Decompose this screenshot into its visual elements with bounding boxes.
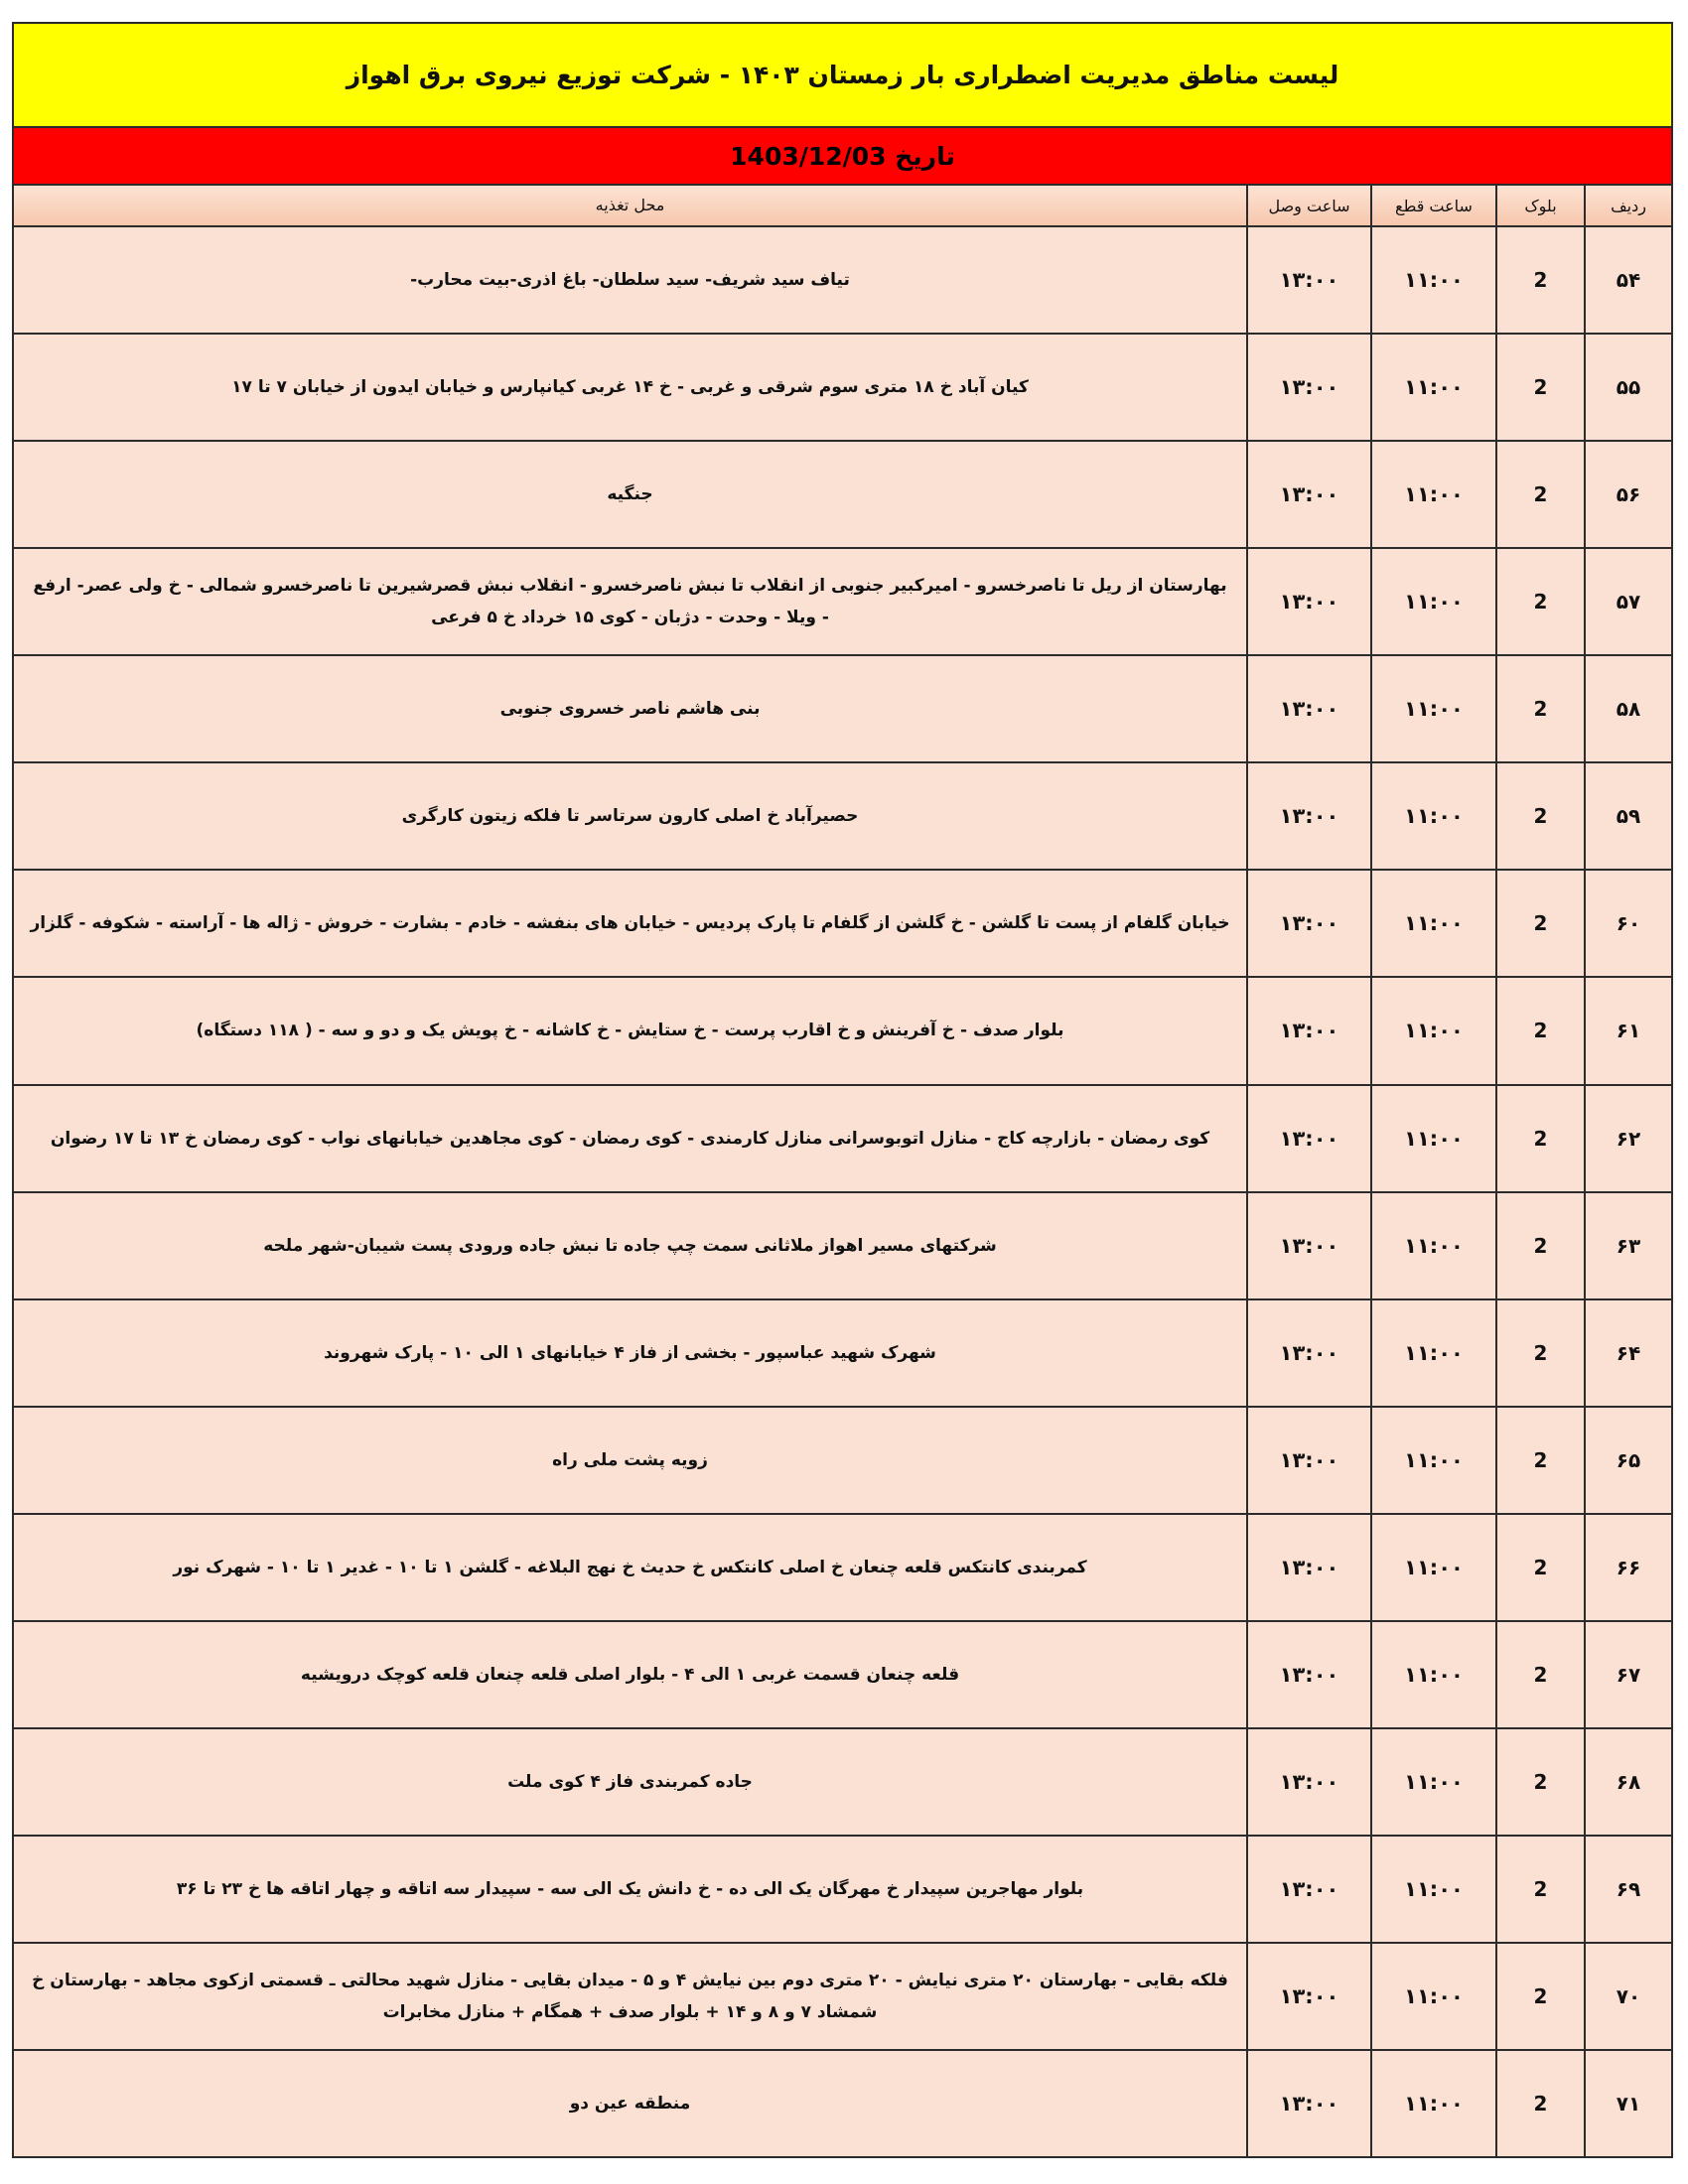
block-cell: 2 [1495, 1837, 1584, 1942]
cut-time-cell: ۱۱:۰۰ [1370, 763, 1495, 869]
location-cell: فلکه بقایی - بهارستان ۲۰ متری نیایش - ۲۰ متری دوم بین نیایش ۴ و ۵ - میدان بقایی - منازل شهید محالتی ـ قسمتی ازکوی مجاهد - بهارستان خ شمشاد ۷ و ۸ و ۱۴ + بلوار صدف + همگام + منازل مخابرات [32, 1971, 1228, 2023]
table-row [14, 1086, 1671, 1193]
location-cell: شهرک شهید عباسپور - بخشی از فاز ۴ خیابانهای ۱ الی ۱۰ - پارک شهروند [324, 1342, 936, 1363]
row-number-cell: ۶۰ [1584, 871, 1671, 976]
row-number-cell: ۶۴ [1584, 1300, 1671, 1406]
connect-time-cell: ۱۳:۰۰ [1246, 1193, 1370, 1298]
connect-time-cell: ۱۳:۰۰ [1246, 442, 1370, 547]
cut-time-cell: ۱۱:۰۰ [1370, 871, 1495, 976]
connect-time-cell: ۱۳:۰۰ [1246, 978, 1370, 1083]
table-body [14, 227, 1671, 2156]
connect-time-cell: ۱۳:۰۰ [1246, 871, 1370, 976]
row-number-cell: ۶۱ [1584, 978, 1671, 1083]
cut-time-cell: ۱۱:۰۰ [1370, 549, 1495, 654]
block-cell: 2 [1495, 549, 1584, 654]
row-number-cell: ۶۹ [1584, 1837, 1671, 1942]
column-header-location: محل تغذیه [595, 196, 665, 214]
table-row [14, 978, 1671, 1085]
block-cell: 2 [1495, 656, 1584, 761]
row-number-cell: ۶۶ [1584, 1515, 1671, 1620]
connect-time-cell: ۱۳:۰۰ [1246, 2051, 1370, 2156]
row-number-cell: ۶۵ [1584, 1408, 1671, 1513]
table-header [14, 186, 1671, 227]
location-cell: حصیرآباد خ اصلی کارون سرتاسر تا فلکه زیتون کارگری [401, 806, 859, 827]
column-header-cut-time: ساعت قطع [1370, 186, 1495, 225]
connect-time-cell: ۱۳:۰۰ [1246, 763, 1370, 869]
row-number-cell: ۶۳ [1584, 1193, 1671, 1298]
location-cell: بهارستان از ریل تا ناصرخسرو - امیرکبیر جنوبی از انقلاب تا نبش ناصرخسرو - انقلاب نبش قصرشیرین تا ناصرخسرو شمالی - خ ولی عصر- ارفع - ویلا - وحدت - دژبان - کوی ۱۵ خرداد خ ۵ فرعی [33, 576, 1227, 628]
block-cell: 2 [1495, 763, 1584, 869]
connect-time-cell: ۱۳:۰۰ [1246, 335, 1370, 440]
block-cell: 2 [1495, 1622, 1584, 1727]
row-number-cell: ۵۷ [1584, 549, 1671, 654]
table-row [14, 1729, 1671, 1837]
column-header-block: بلوک [1495, 186, 1584, 225]
block-cell: 2 [1495, 442, 1584, 547]
row-number-cell: ۵۴ [1584, 227, 1671, 333]
table-row [14, 1944, 1671, 2051]
row-number-cell: ۶۷ [1584, 1622, 1671, 1727]
block-cell: 2 [1495, 1408, 1584, 1513]
cut-time-cell: ۱۱:۰۰ [1370, 1944, 1495, 2049]
location-cell: شرکتهای مسیر اهواز ملاثانی سمت چپ جاده تا نبش جاده ورودی پست شیبان-شهر ملحه [263, 1235, 997, 1256]
location-cell: خیابان گلفام از پست تا گلشن - خ گلشن از گلفام تا پارک پردیس - خیابان های بنفشه - خادم - بشارت - خروش - ژاله ها - آراسته - شکوفه - گلزار [30, 913, 1230, 934]
connect-time-cell: ۱۳:۰۰ [1246, 1086, 1370, 1191]
block-cell: 2 [1495, 335, 1584, 440]
block-cell: 2 [1495, 1300, 1584, 1406]
table-row [14, 763, 1671, 871]
connect-time-cell: ۱۳:۰۰ [1246, 1515, 1370, 1620]
table-row [14, 656, 1671, 763]
location-cell: کوی رمضان - بازارچه کاج - منازل اتوبوسرانی منازل کارمندی - کوی رمضان - کوی مجاهدین خیابانهای نواب - کوی رمضان خ ۱۳ تا ۱۷ رضوان [50, 1128, 1210, 1149]
block-cell: 2 [1495, 1729, 1584, 1835]
column-header-row: ردیف [1584, 186, 1671, 225]
page-title: لیست مناطق مدیریت اضطراری بار زمستان ۱۴۰۳ - شرکت توزیع نیروی برق اهواز [14, 24, 1671, 128]
cut-time-cell: ۱۱:۰۰ [1370, 2051, 1495, 2156]
cut-time-cell: ۱۱:۰۰ [1370, 227, 1495, 333]
cut-time-cell: ۱۱:۰۰ [1370, 442, 1495, 547]
table-row [14, 2051, 1671, 2156]
cut-time-cell: ۱۱:۰۰ [1370, 1622, 1495, 1727]
cut-time-cell: ۱۱:۰۰ [1370, 978, 1495, 1083]
outage-schedule-sheet [12, 22, 1673, 2158]
row-number-cell: ۷۱ [1584, 2051, 1671, 2156]
cut-time-cell: ۱۱:۰۰ [1370, 1515, 1495, 1620]
connect-time-cell: ۱۳:۰۰ [1246, 1300, 1370, 1406]
table-row [14, 549, 1671, 656]
location-cell: کیان آباد خ ۱۸ متری سوم شرقی و غربی - خ ۱۴ غربی کیانپارس و خیابان ایدون از خیابان ۷ تا ۱۷ [231, 377, 1029, 398]
table-row [14, 1193, 1671, 1300]
connect-time-cell: ۱۳:۰۰ [1246, 1622, 1370, 1727]
table-row [14, 335, 1671, 442]
row-number-cell: ۵۵ [1584, 335, 1671, 440]
location-cell: بلوار صدف - خ آفرینش و خ اقارب پرست - خ ستایش - خ کاشانه - خ پویش یک و دو و سه - ( ۱۱۸ دستگاه) [196, 1021, 1064, 1041]
location-cell: جنگیه [607, 484, 653, 505]
cut-time-cell: ۱۱:۰۰ [1370, 1086, 1495, 1191]
block-cell: 2 [1495, 1193, 1584, 1298]
cut-time-cell: ۱۱:۰۰ [1370, 1729, 1495, 1835]
date-banner: تاریخ 1403/12/03 [14, 128, 1671, 186]
block-cell: 2 [1495, 1944, 1584, 2049]
block-cell: 2 [1495, 1515, 1584, 1620]
table-row [14, 1622, 1671, 1729]
connect-time-cell: ۱۳:۰۰ [1246, 1729, 1370, 1835]
location-cell: منطقه عین دو [569, 2094, 691, 2115]
row-number-cell: ۶۲ [1584, 1086, 1671, 1191]
location-cell: جاده کمربندی فاز ۴ کوی ملت [507, 1771, 753, 1792]
column-header-connect-time: ساعت وصل [1246, 186, 1370, 225]
connect-time-cell: ۱۳:۰۰ [1246, 227, 1370, 333]
connect-time-cell: ۱۳:۰۰ [1246, 1944, 1370, 2049]
row-number-cell: ۵۶ [1584, 442, 1671, 547]
table-row [14, 871, 1671, 978]
row-number-cell: ۷۰ [1584, 1944, 1671, 2049]
connect-time-cell: ۱۳:۰۰ [1246, 1837, 1370, 1942]
location-cell: قلعه چنعان قسمت غربی ۱ الی ۴ - بلوار اصلی قلعه چنعان قلعه کوچک درویشیه [300, 1664, 960, 1685]
cut-time-cell: ۱۱:۰۰ [1370, 1300, 1495, 1406]
table-row [14, 1837, 1671, 1944]
location-cell: کمربندی کانتکس قلعه چنعان خ اصلی کانتکس خ حدیث خ نهج البلاغه - گلشن ۱ تا ۱۰ - غدیر ۱ تا ۱۰ - شهرک نور [173, 1557, 1087, 1577]
cut-time-cell: ۱۱:۰۰ [1370, 1193, 1495, 1298]
connect-time-cell: ۱۳:۰۰ [1246, 1408, 1370, 1513]
block-cell: 2 [1495, 978, 1584, 1083]
block-cell: 2 [1495, 2051, 1584, 2156]
location-cell: زویه پشت ملی راه [552, 1449, 708, 1470]
cut-time-cell: ۱۱:۰۰ [1370, 335, 1495, 440]
location-cell: بلوار مهاجرین سپیدار خ مهرگان یک الی ده - خ دانش یک الی سه - سپیدار سه اتاقه و چهار اتاقه ها خ ۲۳ تا ۳۶ [176, 1878, 1084, 1899]
table-row [14, 1515, 1671, 1622]
table-row [14, 227, 1671, 335]
block-cell: 2 [1495, 227, 1584, 333]
connect-time-cell: ۱۳:۰۰ [1246, 549, 1370, 654]
location-cell: تیاف سید شریف- سید سلطان- باغ اذری-بیت محارب- [410, 270, 850, 291]
row-number-cell: ۵۹ [1584, 763, 1671, 869]
cut-time-cell: ۱۱:۰۰ [1370, 656, 1495, 761]
cut-time-cell: ۱۱:۰۰ [1370, 1837, 1495, 1942]
cut-time-cell: ۱۱:۰۰ [1370, 1408, 1495, 1513]
table-row [14, 442, 1671, 549]
connect-time-cell: ۱۳:۰۰ [1246, 656, 1370, 761]
block-cell: 2 [1495, 1086, 1584, 1191]
block-cell: 2 [1495, 871, 1584, 976]
row-number-cell: ۶۸ [1584, 1729, 1671, 1835]
table-row [14, 1300, 1671, 1408]
location-cell: بنی هاشم ناصر خسروی جنوبی [499, 699, 761, 720]
table-row [14, 1408, 1671, 1515]
row-number-cell: ۵۸ [1584, 656, 1671, 761]
